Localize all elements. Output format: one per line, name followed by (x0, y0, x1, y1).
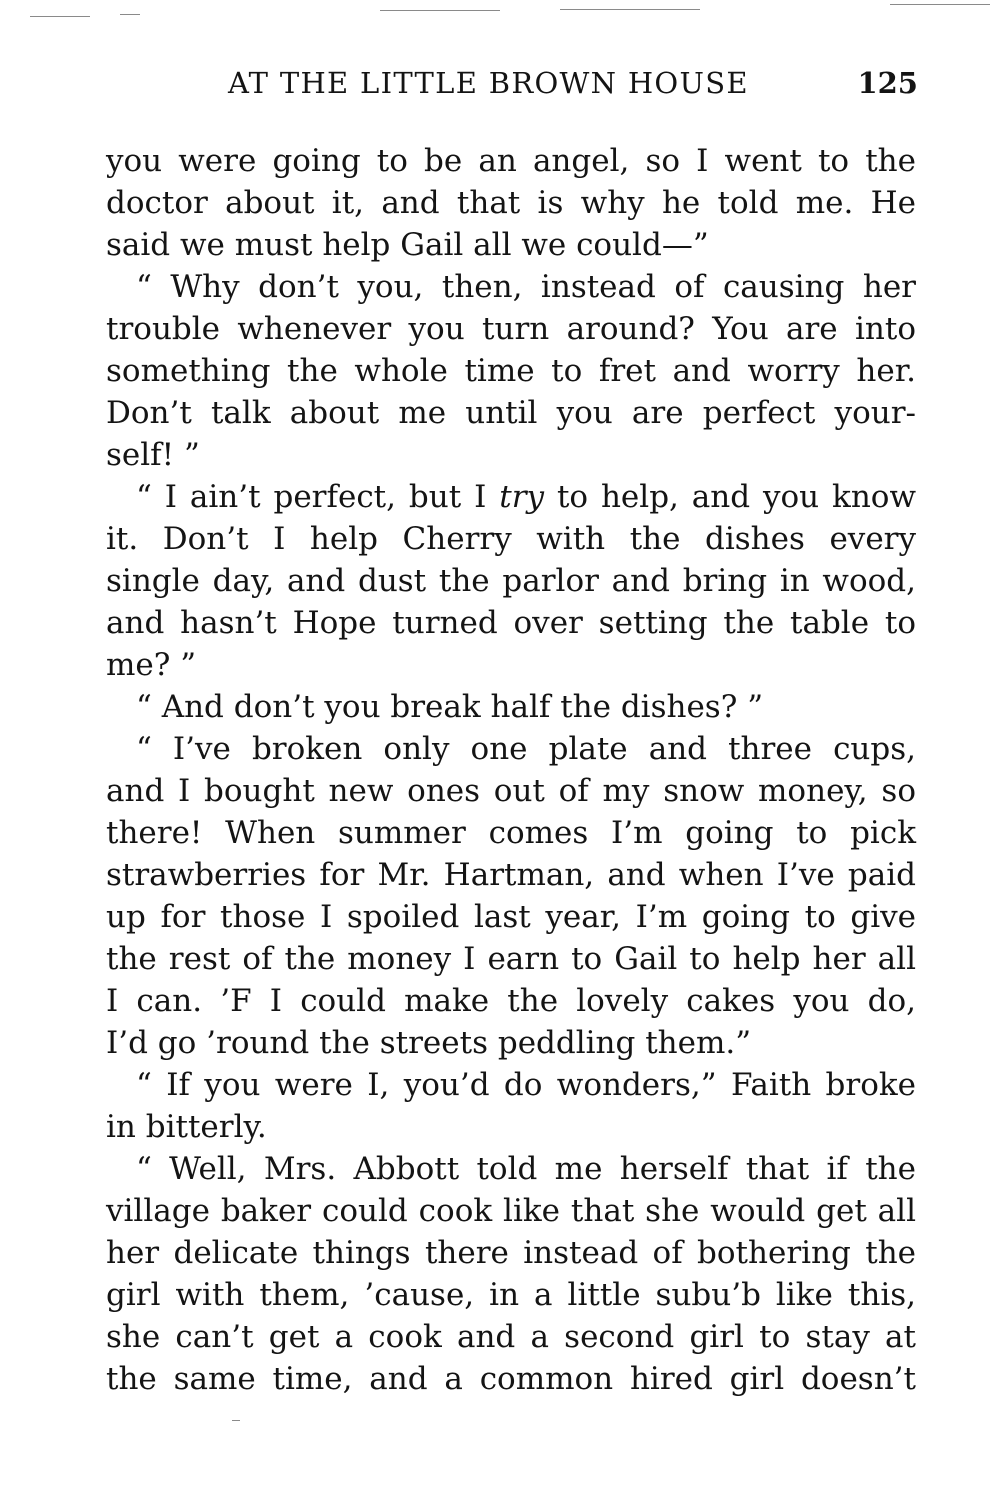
text-line: “ If you were I, you’d do wonders,” Faith broke (136, 1067, 916, 1103)
scan-speck (380, 10, 500, 11)
text-line: strawberries for Mr. Hartman, and when I’ve paid (106, 857, 916, 893)
text-line: I can. ’F I could make the lovely cakes you do, (106, 983, 916, 1019)
text-line (106, 476, 916, 518)
text-line: it. Don’t I help Cherry with the dishes every (106, 521, 916, 557)
running-header (228, 66, 918, 106)
text-line: “ I’ve broken only one plate and three cups, (136, 731, 916, 767)
text-line: something the whole time to fret and worry her. (106, 353, 916, 389)
text-line: Don’t talk about me until you are perfect your- (106, 395, 916, 431)
text-line: “ Why don’t you, then, instead of causing her (136, 269, 916, 305)
text-line: “ Well, Mrs. Abbott told me herself that if the (136, 1151, 916, 1187)
text-line: me? ” (106, 647, 197, 683)
text-line: said we must help Gail all we could—” (106, 227, 709, 263)
text-line: the rest of the money I earn to Gail to help her all (106, 941, 916, 977)
body-text (106, 140, 916, 1400)
text-line: you were going to be an angel, so I went to the (106, 143, 916, 179)
text-line: up for those I spoiled last year, I’m going to give (106, 899, 916, 935)
scan-speck (232, 1420, 240, 1421)
text-line: self! ” (106, 437, 200, 473)
text-segment: to help, and you know (544, 479, 916, 515)
text-line: she can’t get a cook and a second girl to stay at (106, 1319, 916, 1355)
text-line: I’d go ’round the streets peddling them.” (106, 1025, 752, 1061)
text-line: girl with them, ’cause, in a little subu’b like this, (106, 1277, 916, 1313)
text-line: “ And don’t you break half the dishes? ” (136, 689, 764, 725)
text-segment: “ I ain’t perfect, but I (136, 479, 500, 515)
text-line: and I bought new ones out of my snow money, so (106, 773, 916, 809)
text-line: single day, and dust the parlor and bring in wood, (106, 563, 916, 599)
text-line: the same time, and a common hired girl doesn’t (106, 1361, 916, 1397)
running-header-title: AT THE LITTLE BROWN HOUSE (228, 66, 749, 100)
page-number: 125 (857, 66, 918, 100)
scan-speck (890, 4, 990, 5)
text-line: trouble whenever you turn around? You are into (106, 311, 916, 347)
scan-speck (120, 14, 140, 15)
text-line: and hasn’t Hope turned over setting the table to (106, 605, 916, 641)
text-line: her delicate things there instead of bothering the (106, 1235, 916, 1271)
emphasized-word: try (499, 479, 545, 515)
scan-speck (30, 16, 90, 17)
scan-speck (560, 9, 700, 10)
text-line: in bitterly. (106, 1109, 267, 1145)
text-line: doctor about it, and that is why he told me. He (106, 185, 916, 221)
text-line: village baker could cook like that she would get all (106, 1193, 916, 1229)
text-line: there! When summer comes I’m going to pick (106, 815, 916, 851)
